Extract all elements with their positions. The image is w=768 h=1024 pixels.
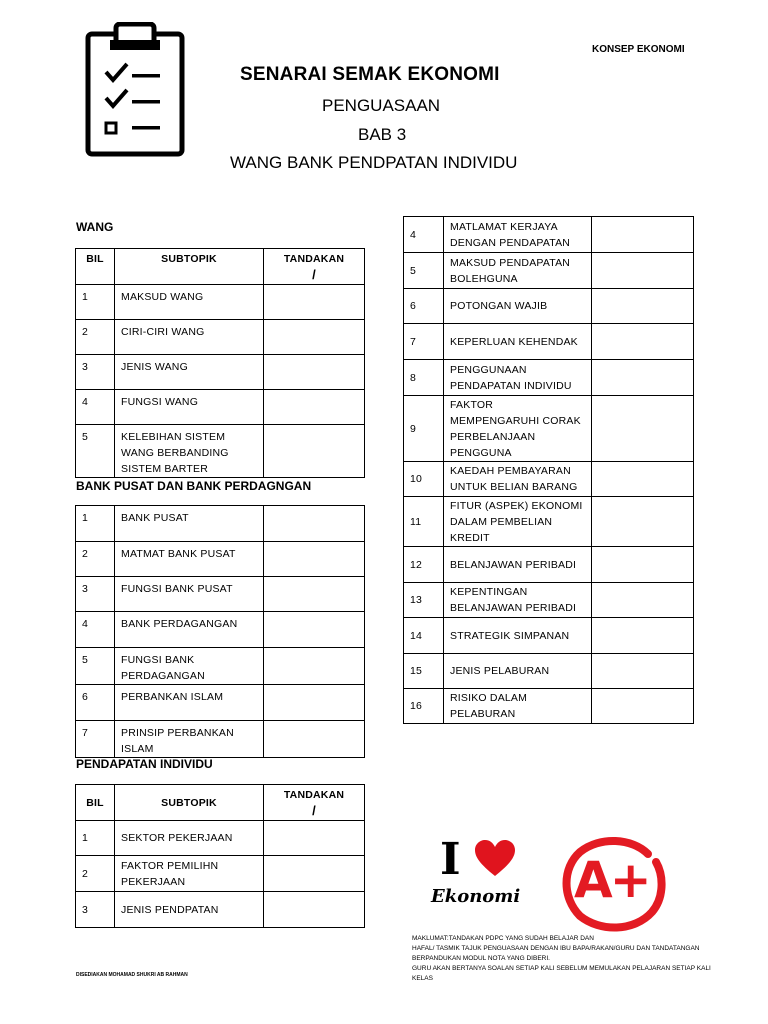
row-subtopic: FUNGSI BANK PUSAT bbox=[115, 577, 264, 612]
tick-box[interactable] bbox=[264, 856, 365, 892]
table-bank bbox=[75, 505, 365, 758]
row-number: 1 bbox=[76, 821, 115, 856]
konsep-label: KONSEP EKONOMI bbox=[592, 44, 685, 55]
tick-box[interactable] bbox=[592, 324, 694, 360]
row-subtopic: JENIS WANG bbox=[115, 355, 264, 390]
row-subtopic: MAKSUD WANG bbox=[115, 285, 264, 320]
tick-box[interactable] bbox=[264, 506, 365, 542]
table-row bbox=[76, 821, 365, 856]
tick-box[interactable] bbox=[264, 355, 365, 390]
row-subtopic: RISIKO DALAM PELABURAN bbox=[444, 689, 592, 724]
row-number: 14 bbox=[404, 618, 444, 654]
tick-box[interactable] bbox=[592, 396, 694, 462]
tick-box[interactable] bbox=[264, 648, 365, 685]
table-row bbox=[76, 285, 365, 320]
tick-box[interactable] bbox=[592, 289, 694, 324]
table-row bbox=[76, 856, 365, 892]
row-subtopic: MATLAMAT KERJAYA DENGAN PENDAPATAN bbox=[444, 217, 592, 253]
tick-box[interactable] bbox=[264, 390, 365, 425]
tick-box[interactable] bbox=[264, 425, 365, 478]
row-subtopic: CIRI-CIRI WANG bbox=[115, 320, 264, 355]
col-subtopik: SUBTOPIK bbox=[115, 785, 264, 821]
table-row bbox=[404, 583, 694, 618]
a-plus-grade-logo bbox=[560, 836, 670, 932]
row-number: 13 bbox=[404, 583, 444, 618]
col-tandakan-label: TANDAKAN bbox=[283, 789, 345, 801]
section-heading-bank: BANK PUSAT DAN BANK PERDAGNGAN bbox=[76, 479, 312, 493]
table-row bbox=[404, 547, 694, 583]
table-row bbox=[76, 648, 365, 685]
row-subtopic: KELEBIHAN SISTEM WANG BERBANDING SISTEM BARTER bbox=[115, 425, 264, 478]
note-line: BERPANDUKAN MODUL NOTA YANG DIBERI. bbox=[412, 955, 550, 962]
table-row bbox=[404, 360, 694, 396]
row-subtopic: STRATEGIK SIMPANAN bbox=[444, 618, 592, 654]
row-number: 4 bbox=[76, 612, 115, 648]
row-number: 1 bbox=[76, 506, 115, 542]
row-number: 15 bbox=[404, 654, 444, 689]
table-pendapatan bbox=[75, 784, 365, 928]
tick-box[interactable] bbox=[592, 497, 694, 547]
table-row bbox=[76, 355, 365, 390]
table-row bbox=[404, 289, 694, 324]
info-note bbox=[412, 934, 712, 984]
table-row bbox=[404, 396, 694, 462]
table-row bbox=[404, 497, 694, 547]
row-subtopic: FUNGSI WANG bbox=[115, 390, 264, 425]
tick-box[interactable] bbox=[264, 577, 365, 612]
section-heading-pendapatan: PENDAPATAN INDIVIDU bbox=[76, 757, 213, 771]
table-row bbox=[76, 577, 365, 612]
tick-box[interactable] bbox=[264, 320, 365, 355]
col-tandakan-mark: / bbox=[312, 803, 316, 818]
tick-box[interactable] bbox=[592, 217, 694, 253]
tick-box[interactable] bbox=[264, 892, 365, 928]
table-pendapatan-continued bbox=[403, 216, 694, 724]
note-line: HAFAL/ TASMIK TAJUK PENGUASAAN DENGAN IBU BAPA/RAKAN/GURU DAN TANDATANGAN bbox=[412, 945, 700, 952]
tick-box[interactable] bbox=[592, 547, 694, 583]
tick-box[interactable] bbox=[592, 618, 694, 654]
row-number: 3 bbox=[76, 892, 115, 928]
table-row bbox=[76, 390, 365, 425]
table-row bbox=[76, 685, 365, 721]
table-row bbox=[404, 654, 694, 689]
logo-letter-i: I bbox=[440, 834, 461, 885]
row-subtopic: FUNGSI BANK PERDAGANGAN bbox=[115, 648, 264, 685]
row-subtopic: FITUR (ASPEK) EKONOMI DALAM PEMBELIAN KREDIT bbox=[444, 497, 592, 547]
row-subtopic: KAEDAH PEMBAYARAN UNTUK BELIAN BARANG bbox=[444, 462, 592, 497]
row-number: 3 bbox=[76, 355, 115, 390]
row-subtopic: MATMAT BANK PUSAT bbox=[115, 542, 264, 577]
row-number: 4 bbox=[404, 217, 444, 253]
table-row bbox=[76, 721, 365, 758]
table-row bbox=[76, 892, 365, 928]
tick-box[interactable] bbox=[592, 583, 694, 618]
tick-box[interactable] bbox=[592, 253, 694, 289]
row-subtopic: MAKSUD PENDAPATAN BOLEHGUNA bbox=[444, 253, 592, 289]
row-number: 3 bbox=[76, 577, 115, 612]
tick-box[interactable] bbox=[264, 612, 365, 648]
row-number: 4 bbox=[76, 390, 115, 425]
tick-box[interactable] bbox=[264, 821, 365, 856]
row-subtopic: POTONGAN WAJIB bbox=[444, 289, 592, 324]
row-number: 16 bbox=[404, 689, 444, 724]
section-heading-wang: WANG bbox=[76, 220, 114, 234]
row-subtopic: PRINSIP PERBANKAN ISLAM bbox=[115, 721, 264, 758]
footer-author: DISEDIAKAN MOHAMAD SHUKRI AB RAHMAN bbox=[76, 972, 188, 978]
row-subtopic: KEPENTINGAN BELANJAWAN PERIBADI bbox=[444, 583, 592, 618]
tick-box[interactable] bbox=[264, 685, 365, 721]
col-bil: BIL bbox=[76, 249, 115, 285]
subtitle-topic: WANG BANK PENDPATAN INDIVIDU bbox=[230, 153, 518, 172]
row-number: 5 bbox=[404, 253, 444, 289]
row-number: 1 bbox=[76, 285, 115, 320]
heart-icon bbox=[474, 840, 516, 878]
row-subtopic: PERBANKAN ISLAM bbox=[115, 685, 264, 721]
note-line: GURU AKAN BERTANYA SOALAN SETIAP KALI SEBELUM MEMULAKAN PELAJARAN SETIAP KALI KELAS bbox=[412, 965, 711, 982]
table-row bbox=[404, 253, 694, 289]
tick-box[interactable] bbox=[592, 360, 694, 396]
tick-box[interactable] bbox=[592, 689, 694, 724]
row-number: 9 bbox=[404, 396, 444, 462]
table-row bbox=[76, 612, 365, 648]
row-number: 2 bbox=[76, 320, 115, 355]
tick-box[interactable] bbox=[592, 654, 694, 689]
tick-box[interactable] bbox=[592, 462, 694, 497]
tick-box[interactable] bbox=[264, 285, 365, 320]
table-wang bbox=[75, 248, 365, 478]
tick-box[interactable] bbox=[264, 721, 365, 758]
row-number: 8 bbox=[404, 360, 444, 396]
table-row bbox=[404, 618, 694, 654]
subtitle-bab: BAB 3 bbox=[358, 125, 407, 144]
row-number: 5 bbox=[76, 648, 115, 685]
subtitle-penguasaan: PENGUASAAN bbox=[322, 96, 441, 115]
col-tandakan-label: TANDAKAN bbox=[283, 253, 345, 265]
row-number: 6 bbox=[76, 685, 115, 721]
table-row bbox=[76, 506, 365, 542]
logo-ekonomi-text: Ekonomi bbox=[431, 886, 521, 907]
col-tandakan bbox=[264, 785, 365, 821]
clipboard-checklist-icon bbox=[84, 22, 186, 158]
note-line: MAKLUMAT:TANDAKAN PDPC YANG SUDAH BELAJAR DAN bbox=[412, 935, 594, 942]
row-subtopic: BANK PERDAGANGAN bbox=[115, 612, 264, 648]
row-subtopic: JENIS PENDPATAN bbox=[115, 892, 264, 928]
table-row bbox=[404, 324, 694, 360]
row-subtopic: FAKTOR PEMILIHN PEKERJAAN bbox=[115, 856, 264, 892]
row-number: 10 bbox=[404, 462, 444, 497]
col-tandakan bbox=[264, 249, 365, 285]
tick-box[interactable] bbox=[264, 542, 365, 577]
row-number: 7 bbox=[76, 721, 115, 758]
row-number: 5 bbox=[76, 425, 115, 478]
table-row bbox=[76, 542, 365, 577]
table-row bbox=[404, 217, 694, 253]
row-number: 2 bbox=[76, 856, 115, 892]
table-row bbox=[76, 425, 365, 478]
row-number: 2 bbox=[76, 542, 115, 577]
row-subtopic: JENIS PELABURAN bbox=[444, 654, 592, 689]
row-number: 6 bbox=[404, 289, 444, 324]
table-row bbox=[76, 320, 365, 355]
col-tandakan-mark: / bbox=[312, 267, 316, 282]
row-subtopic: KEPERLUAN KEHENDAK bbox=[444, 324, 592, 360]
row-subtopic: SEKTOR PEKERJAAN bbox=[115, 821, 264, 856]
row-number: 7 bbox=[404, 324, 444, 360]
col-bil: BIL bbox=[76, 785, 115, 821]
page-title: SENARAI SEMAK EKONOMI bbox=[240, 64, 500, 85]
row-subtopic: BELANJAWAN PERIBADI bbox=[444, 547, 592, 583]
grade-text: A+ bbox=[574, 851, 649, 909]
row-subtopic: BANK PUSAT bbox=[115, 506, 264, 542]
row-number: 11 bbox=[404, 497, 444, 547]
row-subtopic: FAKTOR MEMPENGARUHI CORAK PERBELANJAAN PENGGUNA bbox=[444, 396, 592, 462]
table-row bbox=[404, 689, 694, 724]
row-number: 12 bbox=[404, 547, 444, 583]
table-row bbox=[404, 462, 694, 497]
col-subtopik: SUBTOPIK bbox=[115, 249, 264, 285]
row-subtopic: PENGGUNAAN PENDAPATAN INDIVIDU bbox=[444, 360, 592, 396]
